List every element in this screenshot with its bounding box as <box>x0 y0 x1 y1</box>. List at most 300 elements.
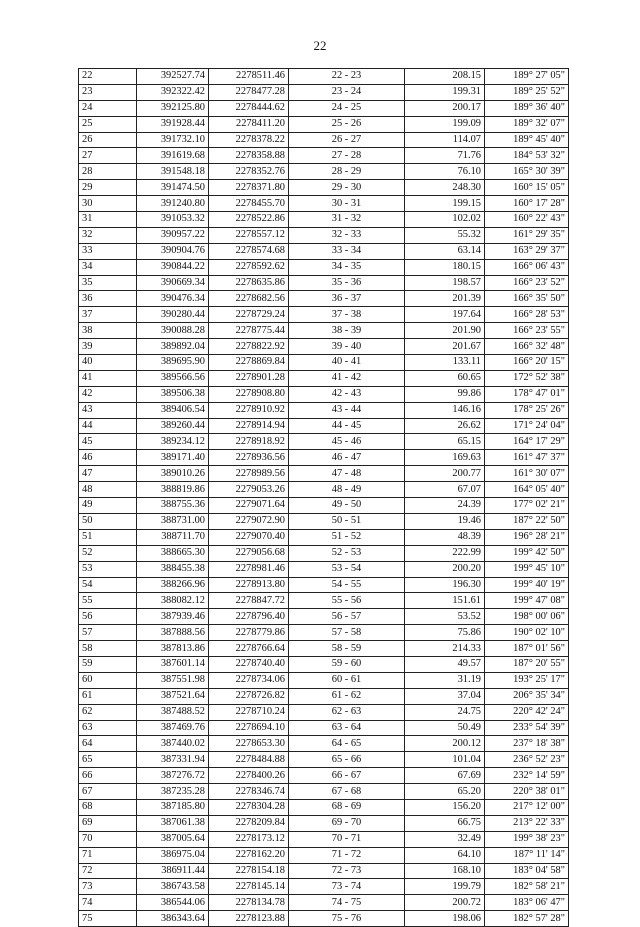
y-coordinate-cell: 2278592.62 <box>209 259 289 275</box>
point-number-cell: 49 <box>79 498 137 514</box>
table-row <box>79 339 569 355</box>
length-cell: 75.86 <box>405 625 485 641</box>
point-number-cell: 46 <box>79 450 137 466</box>
y-coordinate-cell: 2278710.24 <box>209 704 289 720</box>
x-coordinate-cell: 388455.38 <box>137 561 209 577</box>
bearing-cell: 189° 45' 40" <box>485 132 569 148</box>
x-coordinate-cell: 389260.44 <box>137 418 209 434</box>
y-coordinate-cell: 2278901.28 <box>209 370 289 386</box>
bearing-cell: 198° 00' 06" <box>485 609 569 625</box>
length-cell: 37.04 <box>405 688 485 704</box>
segment-cell: 44 - 45 <box>289 418 405 434</box>
table-row <box>79 69 569 85</box>
bearing-cell: 187° 11' 14" <box>485 847 569 863</box>
y-coordinate-cell: 2278779.86 <box>209 625 289 641</box>
x-coordinate-cell: 388082.12 <box>137 593 209 609</box>
length-cell: 201.67 <box>405 339 485 355</box>
table-row <box>79 863 569 879</box>
table-row <box>79 815 569 831</box>
y-coordinate-cell: 2278694.10 <box>209 720 289 736</box>
x-coordinate-cell: 388711.70 <box>137 529 209 545</box>
point-number-cell: 40 <box>79 355 137 371</box>
segment-cell: 75 - 76 <box>289 911 405 927</box>
x-coordinate-cell: 387488.52 <box>137 704 209 720</box>
y-coordinate-cell: 2278635.86 <box>209 275 289 291</box>
table-row <box>79 609 569 625</box>
x-coordinate-cell: 386544.06 <box>137 895 209 911</box>
length-cell: 222.99 <box>405 545 485 561</box>
y-coordinate-cell: 2278989.56 <box>209 466 289 482</box>
bearing-cell: 187° 01' 56" <box>485 641 569 657</box>
length-cell: 169.63 <box>405 450 485 466</box>
x-coordinate-cell: 387005.64 <box>137 831 209 847</box>
length-cell: 65.20 <box>405 784 485 800</box>
table-row <box>79 513 569 529</box>
table-row <box>79 911 569 927</box>
segment-cell: 65 - 66 <box>289 752 405 768</box>
bearing-cell: 161° 30' 07" <box>485 466 569 482</box>
segment-cell: 58 - 59 <box>289 641 405 657</box>
x-coordinate-cell: 386743.58 <box>137 879 209 895</box>
x-coordinate-cell: 389406.54 <box>137 402 209 418</box>
bearing-cell: 199° 42' 50" <box>485 545 569 561</box>
y-coordinate-cell: 2278209.84 <box>209 815 289 831</box>
table-row <box>79 561 569 577</box>
segment-cell: 63 - 64 <box>289 720 405 736</box>
point-number-cell: 67 <box>79 784 137 800</box>
point-number-cell: 56 <box>79 609 137 625</box>
x-coordinate-cell: 392322.42 <box>137 84 209 100</box>
table-row <box>79 418 569 434</box>
table-row <box>79 164 569 180</box>
point-number-cell: 41 <box>79 370 137 386</box>
segment-cell: 48 - 49 <box>289 482 405 498</box>
bearing-cell: 171° 24' 04" <box>485 418 569 434</box>
x-coordinate-cell: 390957.22 <box>137 227 209 243</box>
length-cell: 200.72 <box>405 895 485 911</box>
table-row <box>79 799 569 815</box>
bearing-cell: 193° 25' 17" <box>485 672 569 688</box>
point-number-cell: 59 <box>79 656 137 672</box>
length-cell: 198.06 <box>405 911 485 927</box>
length-cell: 60.65 <box>405 370 485 386</box>
x-coordinate-cell: 387331.94 <box>137 752 209 768</box>
coordinates-table-body <box>79 69 569 927</box>
x-coordinate-cell: 390280.44 <box>137 307 209 323</box>
segment-cell: 45 - 46 <box>289 434 405 450</box>
bearing-cell: 164° 05' 40" <box>485 482 569 498</box>
bearing-cell: 161° 29' 35" <box>485 227 569 243</box>
x-coordinate-cell: 389506.38 <box>137 386 209 402</box>
bearing-cell: 166° 06' 43" <box>485 259 569 275</box>
table-row <box>79 212 569 228</box>
x-coordinate-cell: 387061.38 <box>137 815 209 831</box>
point-number-cell: 28 <box>79 164 137 180</box>
y-coordinate-cell: 2278981.46 <box>209 561 289 577</box>
point-number-cell: 74 <box>79 895 137 911</box>
y-coordinate-cell: 2278477.28 <box>209 84 289 100</box>
segment-cell: 56 - 57 <box>289 609 405 625</box>
point-number-cell: 73 <box>79 879 137 895</box>
y-coordinate-cell: 2278775.44 <box>209 323 289 339</box>
y-coordinate-cell: 2278358.88 <box>209 148 289 164</box>
table-row <box>79 227 569 243</box>
x-coordinate-cell: 387469.76 <box>137 720 209 736</box>
y-coordinate-cell: 2278913.80 <box>209 577 289 593</box>
segment-cell: 67 - 68 <box>289 784 405 800</box>
bearing-cell: 189° 25' 52" <box>485 84 569 100</box>
point-number-cell: 22 <box>79 69 137 85</box>
point-number-cell: 34 <box>79 259 137 275</box>
point-number-cell: 48 <box>79 482 137 498</box>
table-row <box>79 370 569 386</box>
point-number-cell: 47 <box>79 466 137 482</box>
point-number-cell: 63 <box>79 720 137 736</box>
x-coordinate-cell: 390669.34 <box>137 275 209 291</box>
bearing-cell: 220° 38' 01" <box>485 784 569 800</box>
y-coordinate-cell: 2278123.88 <box>209 911 289 927</box>
bearing-cell: 189° 32' 07" <box>485 116 569 132</box>
table-row <box>79 704 569 720</box>
x-coordinate-cell: 387235.28 <box>137 784 209 800</box>
bearing-cell: 160° 22' 43" <box>485 212 569 228</box>
y-coordinate-cell: 2278378.22 <box>209 132 289 148</box>
table-row <box>79 259 569 275</box>
point-number-cell: 39 <box>79 339 137 355</box>
bearing-cell: 217° 12' 00" <box>485 799 569 815</box>
length-cell: 200.77 <box>405 466 485 482</box>
x-coordinate-cell: 386343.64 <box>137 911 209 927</box>
segment-cell: 47 - 48 <box>289 466 405 482</box>
y-coordinate-cell: 2278574.68 <box>209 243 289 259</box>
length-cell: 67.07 <box>405 482 485 498</box>
x-coordinate-cell: 386911.44 <box>137 863 209 879</box>
x-coordinate-cell: 389010.26 <box>137 466 209 482</box>
y-coordinate-cell: 2278914.94 <box>209 418 289 434</box>
table-row <box>79 641 569 657</box>
segment-cell: 46 - 47 <box>289 450 405 466</box>
point-number-cell: 51 <box>79 529 137 545</box>
point-number-cell: 52 <box>79 545 137 561</box>
table-row <box>79 529 569 545</box>
point-number-cell: 35 <box>79 275 137 291</box>
y-coordinate-cell: 2278371.80 <box>209 180 289 196</box>
segment-cell: 22 - 23 <box>289 69 405 85</box>
length-cell: 50.49 <box>405 720 485 736</box>
segment-cell: 71 - 72 <box>289 847 405 863</box>
length-cell: 200.17 <box>405 100 485 116</box>
bearing-cell: 187° 20' 55" <box>485 656 569 672</box>
length-cell: 64.10 <box>405 847 485 863</box>
bearing-cell: 199° 38' 23" <box>485 831 569 847</box>
x-coordinate-cell: 388665.30 <box>137 545 209 561</box>
segment-cell: 69 - 70 <box>289 815 405 831</box>
y-coordinate-cell: 2278653.30 <box>209 736 289 752</box>
length-cell: 19.46 <box>405 513 485 529</box>
point-number-cell: 50 <box>79 513 137 529</box>
point-number-cell: 36 <box>79 291 137 307</box>
table-row <box>79 784 569 800</box>
point-number-cell: 66 <box>79 768 137 784</box>
segment-cell: 28 - 29 <box>289 164 405 180</box>
y-coordinate-cell: 2278162.20 <box>209 847 289 863</box>
table-row <box>79 831 569 847</box>
table-row <box>79 545 569 561</box>
segment-cell: 59 - 60 <box>289 656 405 672</box>
bearing-cell: 233° 54' 39" <box>485 720 569 736</box>
segment-cell: 60 - 61 <box>289 672 405 688</box>
table-row <box>79 132 569 148</box>
segment-cell: 54 - 55 <box>289 577 405 593</box>
y-coordinate-cell: 2278726.82 <box>209 688 289 704</box>
segment-cell: 37 - 38 <box>289 307 405 323</box>
length-cell: 248.30 <box>405 180 485 196</box>
point-number-cell: 57 <box>79 625 137 641</box>
length-cell: 24.39 <box>405 498 485 514</box>
bearing-cell: 160° 15' 05" <box>485 180 569 196</box>
point-number-cell: 27 <box>79 148 137 164</box>
x-coordinate-cell: 388266.96 <box>137 577 209 593</box>
y-coordinate-cell: 2278522.86 <box>209 212 289 228</box>
table-row <box>79 355 569 371</box>
y-coordinate-cell: 2278352.76 <box>209 164 289 180</box>
x-coordinate-cell: 387888.56 <box>137 625 209 641</box>
segment-cell: 52 - 53 <box>289 545 405 561</box>
x-coordinate-cell: 388819.86 <box>137 482 209 498</box>
bearing-cell: 199° 40' 19" <box>485 577 569 593</box>
bearing-cell: 220° 42' 24" <box>485 704 569 720</box>
x-coordinate-cell: 391240.80 <box>137 196 209 212</box>
segment-cell: 57 - 58 <box>289 625 405 641</box>
y-coordinate-cell: 2278796.40 <box>209 609 289 625</box>
bearing-cell: 196° 28' 21" <box>485 529 569 545</box>
segment-cell: 24 - 25 <box>289 100 405 116</box>
length-cell: 156.20 <box>405 799 485 815</box>
page-number: 22 <box>313 38 327 53</box>
point-number-cell: 69 <box>79 815 137 831</box>
x-coordinate-cell: 391053.32 <box>137 212 209 228</box>
x-coordinate-cell: 387521.64 <box>137 688 209 704</box>
y-coordinate-cell: 2278822.92 <box>209 339 289 355</box>
table-row <box>79 148 569 164</box>
x-coordinate-cell: 389234.12 <box>137 434 209 450</box>
length-cell: 133.11 <box>405 355 485 371</box>
point-number-cell: 31 <box>79 212 137 228</box>
bearing-cell: 213° 22' 33" <box>485 815 569 831</box>
table-row <box>79 402 569 418</box>
segment-cell: 50 - 51 <box>289 513 405 529</box>
y-coordinate-cell: 2278869.84 <box>209 355 289 371</box>
y-coordinate-cell: 2278304.28 <box>209 799 289 815</box>
segment-cell: 70 - 71 <box>289 831 405 847</box>
point-number-cell: 71 <box>79 847 137 863</box>
y-coordinate-cell: 2278557.12 <box>209 227 289 243</box>
x-coordinate-cell: 387551.98 <box>137 672 209 688</box>
table-row <box>79 688 569 704</box>
x-coordinate-cell: 390844.22 <box>137 259 209 275</box>
length-cell: 200.20 <box>405 561 485 577</box>
length-cell: 151.61 <box>405 593 485 609</box>
length-cell: 102.02 <box>405 212 485 228</box>
bearing-cell: 190° 02' 10" <box>485 625 569 641</box>
length-cell: 201.39 <box>405 291 485 307</box>
point-number-cell: 60 <box>79 672 137 688</box>
bearing-cell: 164° 17' 29" <box>485 434 569 450</box>
table-row <box>79 450 569 466</box>
table-row <box>79 768 569 784</box>
bearing-cell: 199° 47' 08" <box>485 593 569 609</box>
y-coordinate-cell: 2278346.74 <box>209 784 289 800</box>
length-cell: 48.39 <box>405 529 485 545</box>
x-coordinate-cell: 389171.40 <box>137 450 209 466</box>
point-number-cell: 43 <box>79 402 137 418</box>
segment-cell: 39 - 40 <box>289 339 405 355</box>
bearing-cell: 183° 06' 47" <box>485 895 569 911</box>
bearing-cell: 182° 58' 21" <box>485 879 569 895</box>
segment-cell: 51 - 52 <box>289 529 405 545</box>
y-coordinate-cell: 2278734.06 <box>209 672 289 688</box>
bearing-cell: 237° 18' 38" <box>485 736 569 752</box>
point-number-cell: 24 <box>79 100 137 116</box>
y-coordinate-cell: 2279056.68 <box>209 545 289 561</box>
segment-cell: 29 - 30 <box>289 180 405 196</box>
table-row <box>79 386 569 402</box>
y-coordinate-cell: 2278400.26 <box>209 768 289 784</box>
x-coordinate-cell: 390904.76 <box>137 243 209 259</box>
length-cell: 199.09 <box>405 116 485 132</box>
point-number-cell: 29 <box>79 180 137 196</box>
table-row <box>79 323 569 339</box>
segment-cell: 32 - 33 <box>289 227 405 243</box>
y-coordinate-cell: 2278908.80 <box>209 386 289 402</box>
coordinates-table <box>78 68 569 927</box>
length-cell: 198.57 <box>405 275 485 291</box>
y-coordinate-cell: 2278682.56 <box>209 291 289 307</box>
bearing-cell: 178° 47' 01" <box>485 386 569 402</box>
length-cell: 208.15 <box>405 69 485 85</box>
bearing-cell: 187° 22' 50" <box>485 513 569 529</box>
point-number-cell: 23 <box>79 84 137 100</box>
bearing-cell: 172° 52' 38" <box>485 370 569 386</box>
length-cell: 99.86 <box>405 386 485 402</box>
table-row <box>79 577 569 593</box>
bearing-cell: 232° 14' 59" <box>485 768 569 784</box>
point-number-cell: 54 <box>79 577 137 593</box>
bearing-cell: 183° 04' 58" <box>485 863 569 879</box>
table-row <box>79 593 569 609</box>
y-coordinate-cell: 2279071.64 <box>209 498 289 514</box>
table-row <box>79 752 569 768</box>
length-cell: 146.16 <box>405 402 485 418</box>
x-coordinate-cell: 388755.36 <box>137 498 209 514</box>
length-cell: 199.79 <box>405 879 485 895</box>
point-number-cell: 37 <box>79 307 137 323</box>
point-number-cell: 45 <box>79 434 137 450</box>
table-row <box>79 100 569 116</box>
x-coordinate-cell: 390088.28 <box>137 323 209 339</box>
bearing-cell: 165° 30' 39" <box>485 164 569 180</box>
length-cell: 71.76 <box>405 148 485 164</box>
bearing-cell: 189° 27' 05" <box>485 69 569 85</box>
segment-cell: 27 - 28 <box>289 148 405 164</box>
table-row <box>79 196 569 212</box>
length-cell: 214.33 <box>405 641 485 657</box>
y-coordinate-cell: 2278740.40 <box>209 656 289 672</box>
bearing-cell: 160° 17' 28" <box>485 196 569 212</box>
table-row <box>79 625 569 641</box>
point-number-cell: 25 <box>79 116 137 132</box>
table-row <box>79 466 569 482</box>
length-cell: 196.30 <box>405 577 485 593</box>
x-coordinate-cell: 392527.74 <box>137 69 209 85</box>
y-coordinate-cell: 2278134.78 <box>209 895 289 911</box>
bearing-cell: 206° 35' 34" <box>485 688 569 704</box>
segment-cell: 36 - 37 <box>289 291 405 307</box>
segment-cell: 25 - 26 <box>289 116 405 132</box>
length-cell: 197.64 <box>405 307 485 323</box>
segment-cell: 55 - 56 <box>289 593 405 609</box>
length-cell: 200.12 <box>405 736 485 752</box>
point-number-cell: 55 <box>79 593 137 609</box>
length-cell: 49.57 <box>405 656 485 672</box>
point-number-cell: 30 <box>79 196 137 212</box>
bearing-cell: 166° 32' 48" <box>485 339 569 355</box>
bearing-cell: 189° 36' 40" <box>485 100 569 116</box>
table-row <box>79 656 569 672</box>
y-coordinate-cell: 2278729.24 <box>209 307 289 323</box>
y-coordinate-cell: 2278910.92 <box>209 402 289 418</box>
x-coordinate-cell: 388731.00 <box>137 513 209 529</box>
segment-cell: 72 - 73 <box>289 863 405 879</box>
length-cell: 101.04 <box>405 752 485 768</box>
table-row <box>79 482 569 498</box>
point-number-cell: 65 <box>79 752 137 768</box>
segment-cell: 38 - 39 <box>289 323 405 339</box>
segment-cell: 35 - 36 <box>289 275 405 291</box>
segment-cell: 53 - 54 <box>289 561 405 577</box>
y-coordinate-cell: 2278847.72 <box>209 593 289 609</box>
x-coordinate-cell: 387185.80 <box>137 799 209 815</box>
table-row <box>79 879 569 895</box>
table-row <box>79 84 569 100</box>
segment-cell: 26 - 27 <box>289 132 405 148</box>
bearing-cell: 161° 47' 37" <box>485 450 569 466</box>
length-cell: 26.62 <box>405 418 485 434</box>
length-cell: 76.10 <box>405 164 485 180</box>
segment-cell: 41 - 42 <box>289 370 405 386</box>
length-cell: 55.32 <box>405 227 485 243</box>
table-row <box>79 498 569 514</box>
length-cell: 199.31 <box>405 84 485 100</box>
segment-cell: 43 - 44 <box>289 402 405 418</box>
bearing-cell: 166° 23' 55" <box>485 323 569 339</box>
x-coordinate-cell: 391928.44 <box>137 116 209 132</box>
segment-cell: 74 - 75 <box>289 895 405 911</box>
segment-cell: 31 - 32 <box>289 212 405 228</box>
bearing-cell: 178° 25' 26" <box>485 402 569 418</box>
table-row <box>79 275 569 291</box>
table-row <box>79 116 569 132</box>
x-coordinate-cell: 391474.50 <box>137 180 209 196</box>
length-cell: 63.14 <box>405 243 485 259</box>
y-coordinate-cell: 2278154.18 <box>209 863 289 879</box>
x-coordinate-cell: 389695.90 <box>137 355 209 371</box>
point-number-cell: 44 <box>79 418 137 434</box>
length-cell: 32.49 <box>405 831 485 847</box>
y-coordinate-cell: 2279070.40 <box>209 529 289 545</box>
y-coordinate-cell: 2278145.14 <box>209 879 289 895</box>
y-coordinate-cell: 2278411.20 <box>209 116 289 132</box>
